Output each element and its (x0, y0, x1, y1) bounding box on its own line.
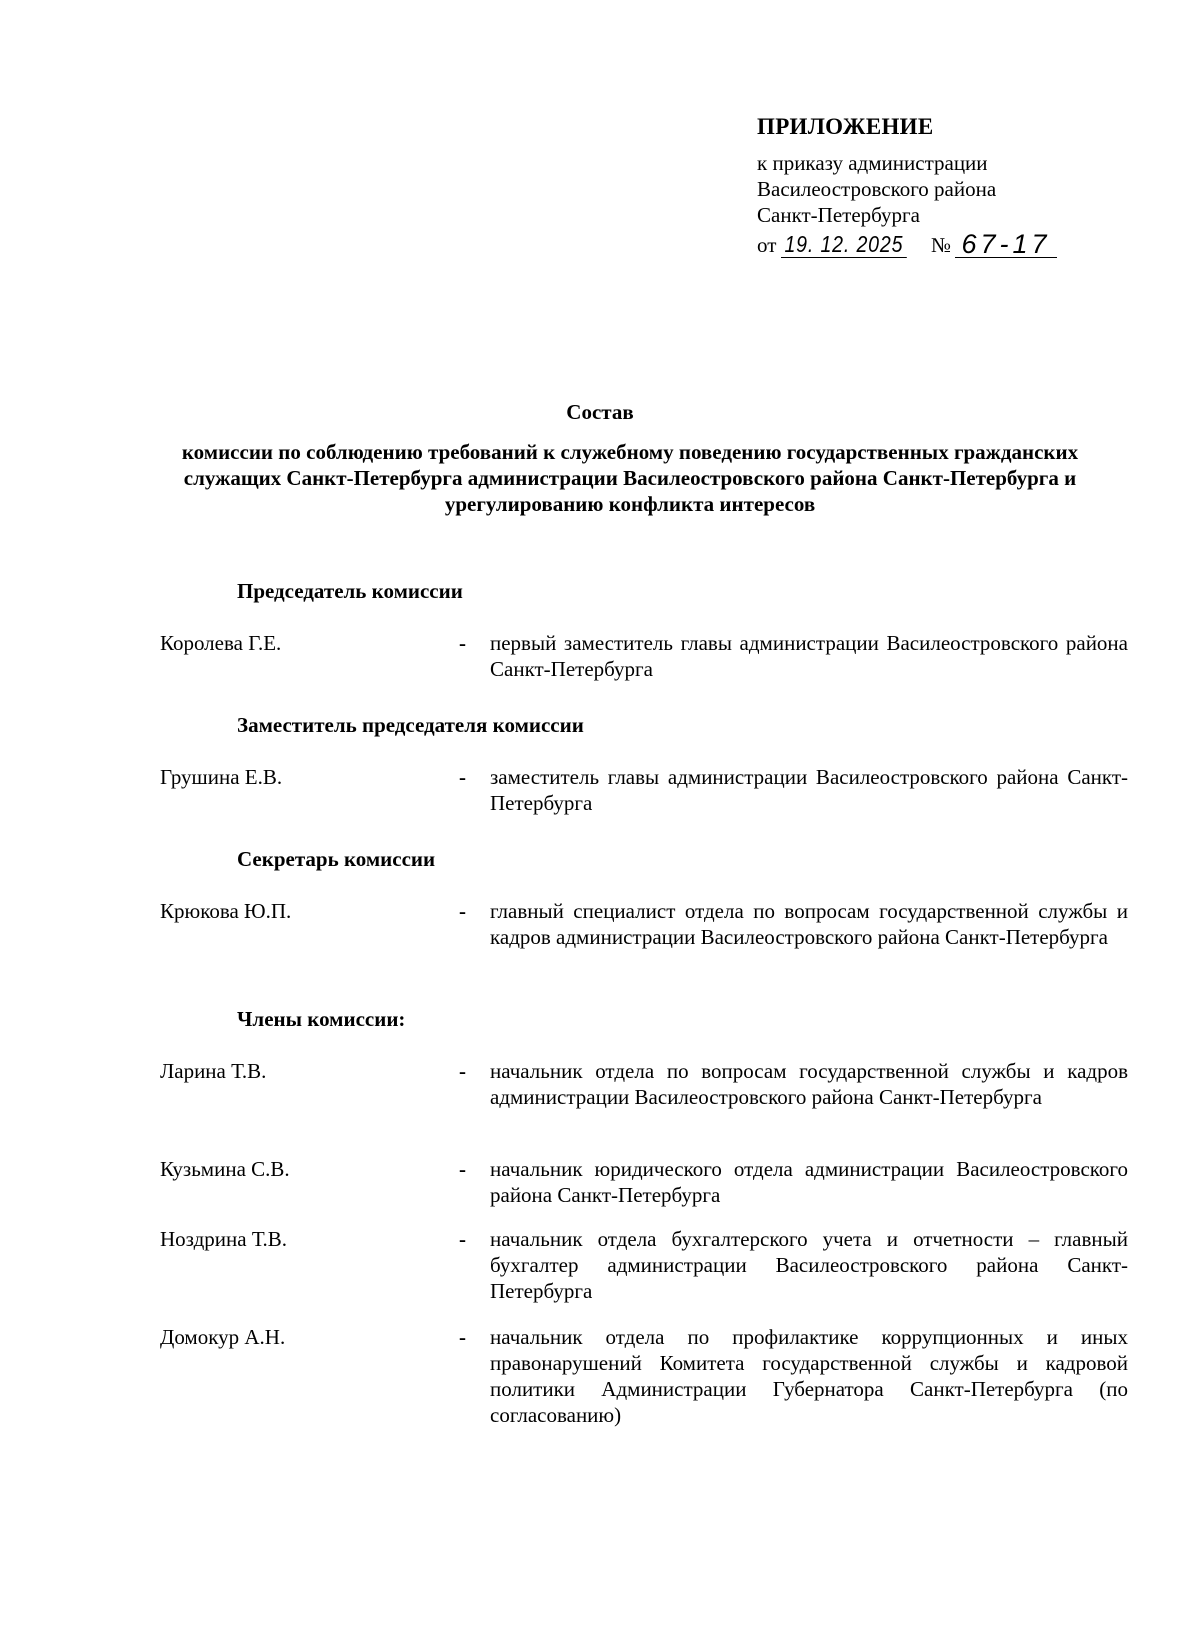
order-date-handwritten: 19. 12. 2025 (781, 231, 907, 258)
member-dash: - (459, 1227, 466, 1251)
section-title-deputy: Заместитель председателя комиссии (237, 713, 584, 737)
member-dash: - (459, 765, 466, 789)
order-date-number-row (757, 230, 1177, 260)
member-name: Ноздрина Т.В. (160, 1227, 288, 1251)
member-role: начальник отдела по вопросам государственной службы и кадров администрации Василеостровского района Санкт-Петербурга (490, 1059, 1128, 1109)
member-dash: - (459, 899, 466, 923)
appendix-line: Санкт-Петербурга (757, 203, 920, 227)
member-role: начальник отдела по профилактике коррупционных и иных правонарушений Комитета государственной службы и кадровой политики Администрации Губернатора Санкт-Петербурга (по согласованию) (490, 1325, 1128, 1427)
member-name: Королева Г.Е. (160, 631, 282, 655)
member-dash: - (459, 631, 466, 655)
document-title: Состав (566, 400, 634, 424)
member-dash: - (459, 1059, 466, 1083)
appendix-line: к приказу администрации (757, 151, 988, 175)
member-role: первый заместитель главы администрации Василеостровского района Санкт-Петербурга (490, 631, 1128, 681)
number-sign: № (931, 233, 952, 257)
member-role: главный специалист отдела по вопросам государственной службы и кадров администрации Василеостровского района Санкт-Петербурга (490, 899, 1128, 949)
member-role: начальник отдела бухгалтерского учета и отчетности – главный бухгалтер администрации Василеостровского района Санкт-Петербурга (490, 1227, 1128, 1303)
section-title-chair: Председатель комиссии (237, 579, 463, 603)
member-name: Грушина Е.В. (160, 765, 283, 789)
appendix-title: ПРИЛОЖЕНИЕ (757, 114, 934, 139)
appendix-line: Василеостровского района (757, 177, 997, 201)
member-name: Крюкова Ю.П. (160, 899, 292, 923)
member-role: начальник юридического отдела администрации Василеостровского района Санкт-Петербурга (490, 1157, 1128, 1207)
document-subtitle: комиссии по соблюдению требований к служебному поведению государственных гражданских служащих Санкт-Петербурга администрации Василеостровского района Санкт-Петербурга и урегулированию конфликта интересов (181, 440, 1079, 516)
member-role: заместитель главы администрации Василеостровского района Санкт-Петербурга (490, 765, 1128, 815)
member-name: Домокур А.Н. (160, 1325, 286, 1349)
date-prefix: от (757, 233, 777, 257)
section-title-members: Члены комиссии: (237, 1007, 406, 1031)
member-dash: - (459, 1157, 466, 1181)
order-number-handwritten: 67-17 (955, 231, 1057, 258)
section-title-secretary: Секретарь комиссии (237, 847, 436, 871)
member-dash: - (459, 1325, 466, 1349)
appendix-block (757, 114, 1177, 260)
member-name: Ларина Т.В. (160, 1059, 267, 1083)
member-name: Кузьмина С.В. (160, 1157, 290, 1181)
